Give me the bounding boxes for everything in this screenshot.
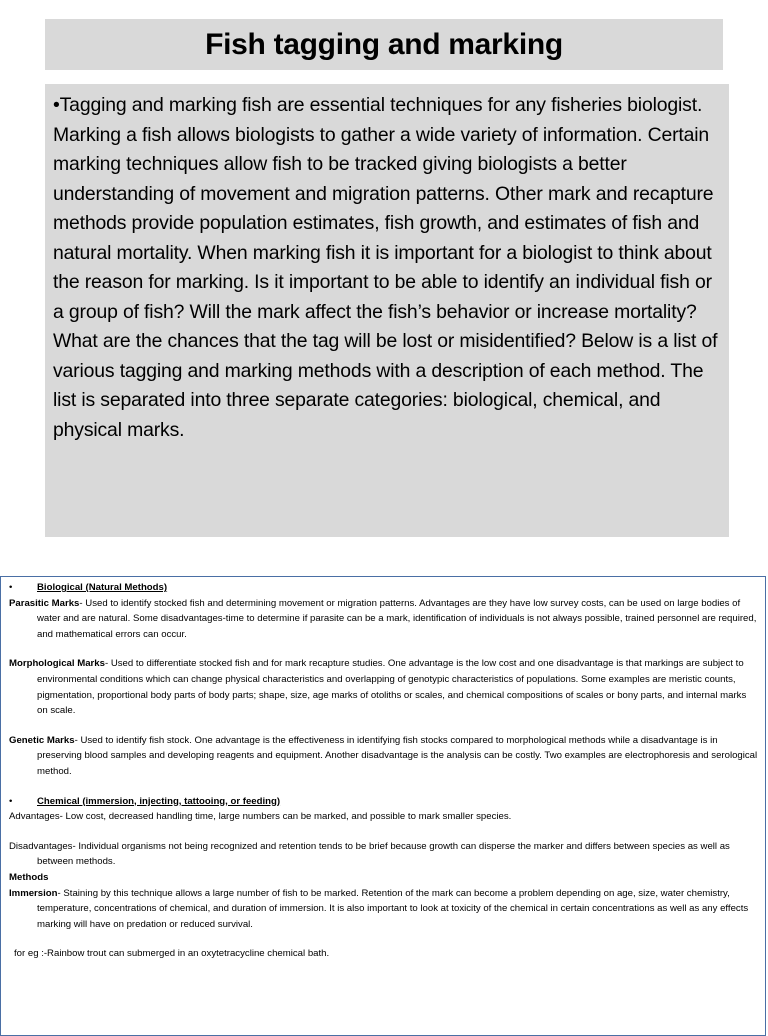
genetic-marks-text: - Used to identify fish stock. One advantage is the effectiveness in identifying fish stocks compared to morphological methods while a disadvantage is in preserving blood samples and developing reagents and equipment. Another disadvantage is the analysis can be costly. Two examples are electrophoresis and serological method.	[37, 734, 758, 777]
parasitic-marks-text: - Used to identify stocked fish and determining movement or migration patterns. Advantages are they have low survey costs, can be used on large bodies of water and are natural. Some disadvantages-time to determine if parasite can be a mark, identification of individuals is not always possible, trained personnel are required, and mathematical errors can occur.	[37, 597, 757, 640]
chemical-advantages: Advantages- Low cost, decreased handling time, large numbers can be marked, and possible to mark smaller species.	[9, 811, 512, 823]
bullet-marker: •	[9, 795, 13, 807]
rainbow-trout-example: for eg :-Rainbow trout can submerged in an oxytetracycline chemical bath.	[14, 948, 330, 960]
bullet-marker: •	[9, 582, 13, 593]
genetic-marks-entry	[9, 733, 759, 780]
document-excerpt	[0, 576, 766, 1036]
intro-paragraph: •Tagging and marking fish are essential techniques for any fisheries biologist. Marking a fish allows biologists to gather a wide variety of information. Certain marking techniques allow fish to be tracked giving biologists a better understanding of movement and migration patterns. Other mark and recapture methods provide population estimates, fish growth, and estimates of fish and natural mortality. When marking fish it is important for a biologist to think about the reason for marking. Is it important to be able to identify an individual fish or a group of fish? Will the mark affect the fish’s behavior or increase mortality? What are the chances that the tag will be lost or misidentified? Below is a list of various tagging and marking methods with a description of each method. The list is separated into three separate categories: biological, chemical, and physical marks.	[53, 94, 718, 441]
immersion-term: Immersion	[9, 887, 58, 899]
morphological-marks-entry	[9, 656, 759, 718]
parasitic-marks-entry	[9, 596, 759, 643]
methods-heading: Methods	[9, 871, 49, 883]
chemical-disadvantages: Disadvantages- Individual organisms not being recognized and retention tends to be brief because growth can disperse the marker and differs between species as well as between methods.	[9, 840, 730, 868]
chemical-heading: Chemical (immersion, injecting, tattooing, or feeding)	[37, 795, 281, 807]
biological-heading-row	[9, 580, 759, 596]
genetic-marks-term: Genetic Marks	[9, 734, 75, 746]
biological-heading: Biological (Natural Methods)	[37, 582, 168, 593]
immersion-entry	[9, 886, 759, 933]
intro-panel	[45, 84, 729, 537]
title-banner	[45, 19, 723, 70]
morphological-marks-text: - Used to differentiate stocked fish and for mark recapture studies. One advantage is the low cost and one disadvantage is that markings are subject to environmental conditions which can change physical characteristics and overlapping of genotypic characteristics of populations. Some examples are meristic counts, pigmentation, proportional body parts of body parts; shape, size, age marks of otoliths or scales, and chemical compositions of scales or bony parts, and internal marks on scale.	[37, 658, 747, 717]
immersion-text: - Staining by this technique allows a large number of fish to be marked. Retention of the mark can become a problem depending on age, size, water chemistry, temperature, concentrations of chemical, and duration of immersion. It is also important to look at toxicity of the chemical in certain concentrations as well as any effects marking will have on predation or reduced survival.	[37, 887, 749, 930]
chemical-heading-row	[9, 794, 759, 810]
parasitic-marks-term: Parasitic Marks	[9, 597, 80, 609]
morphological-marks-term: Morphological Marks	[9, 658, 105, 670]
page-title: Fish tagging and marking	[205, 27, 563, 61]
